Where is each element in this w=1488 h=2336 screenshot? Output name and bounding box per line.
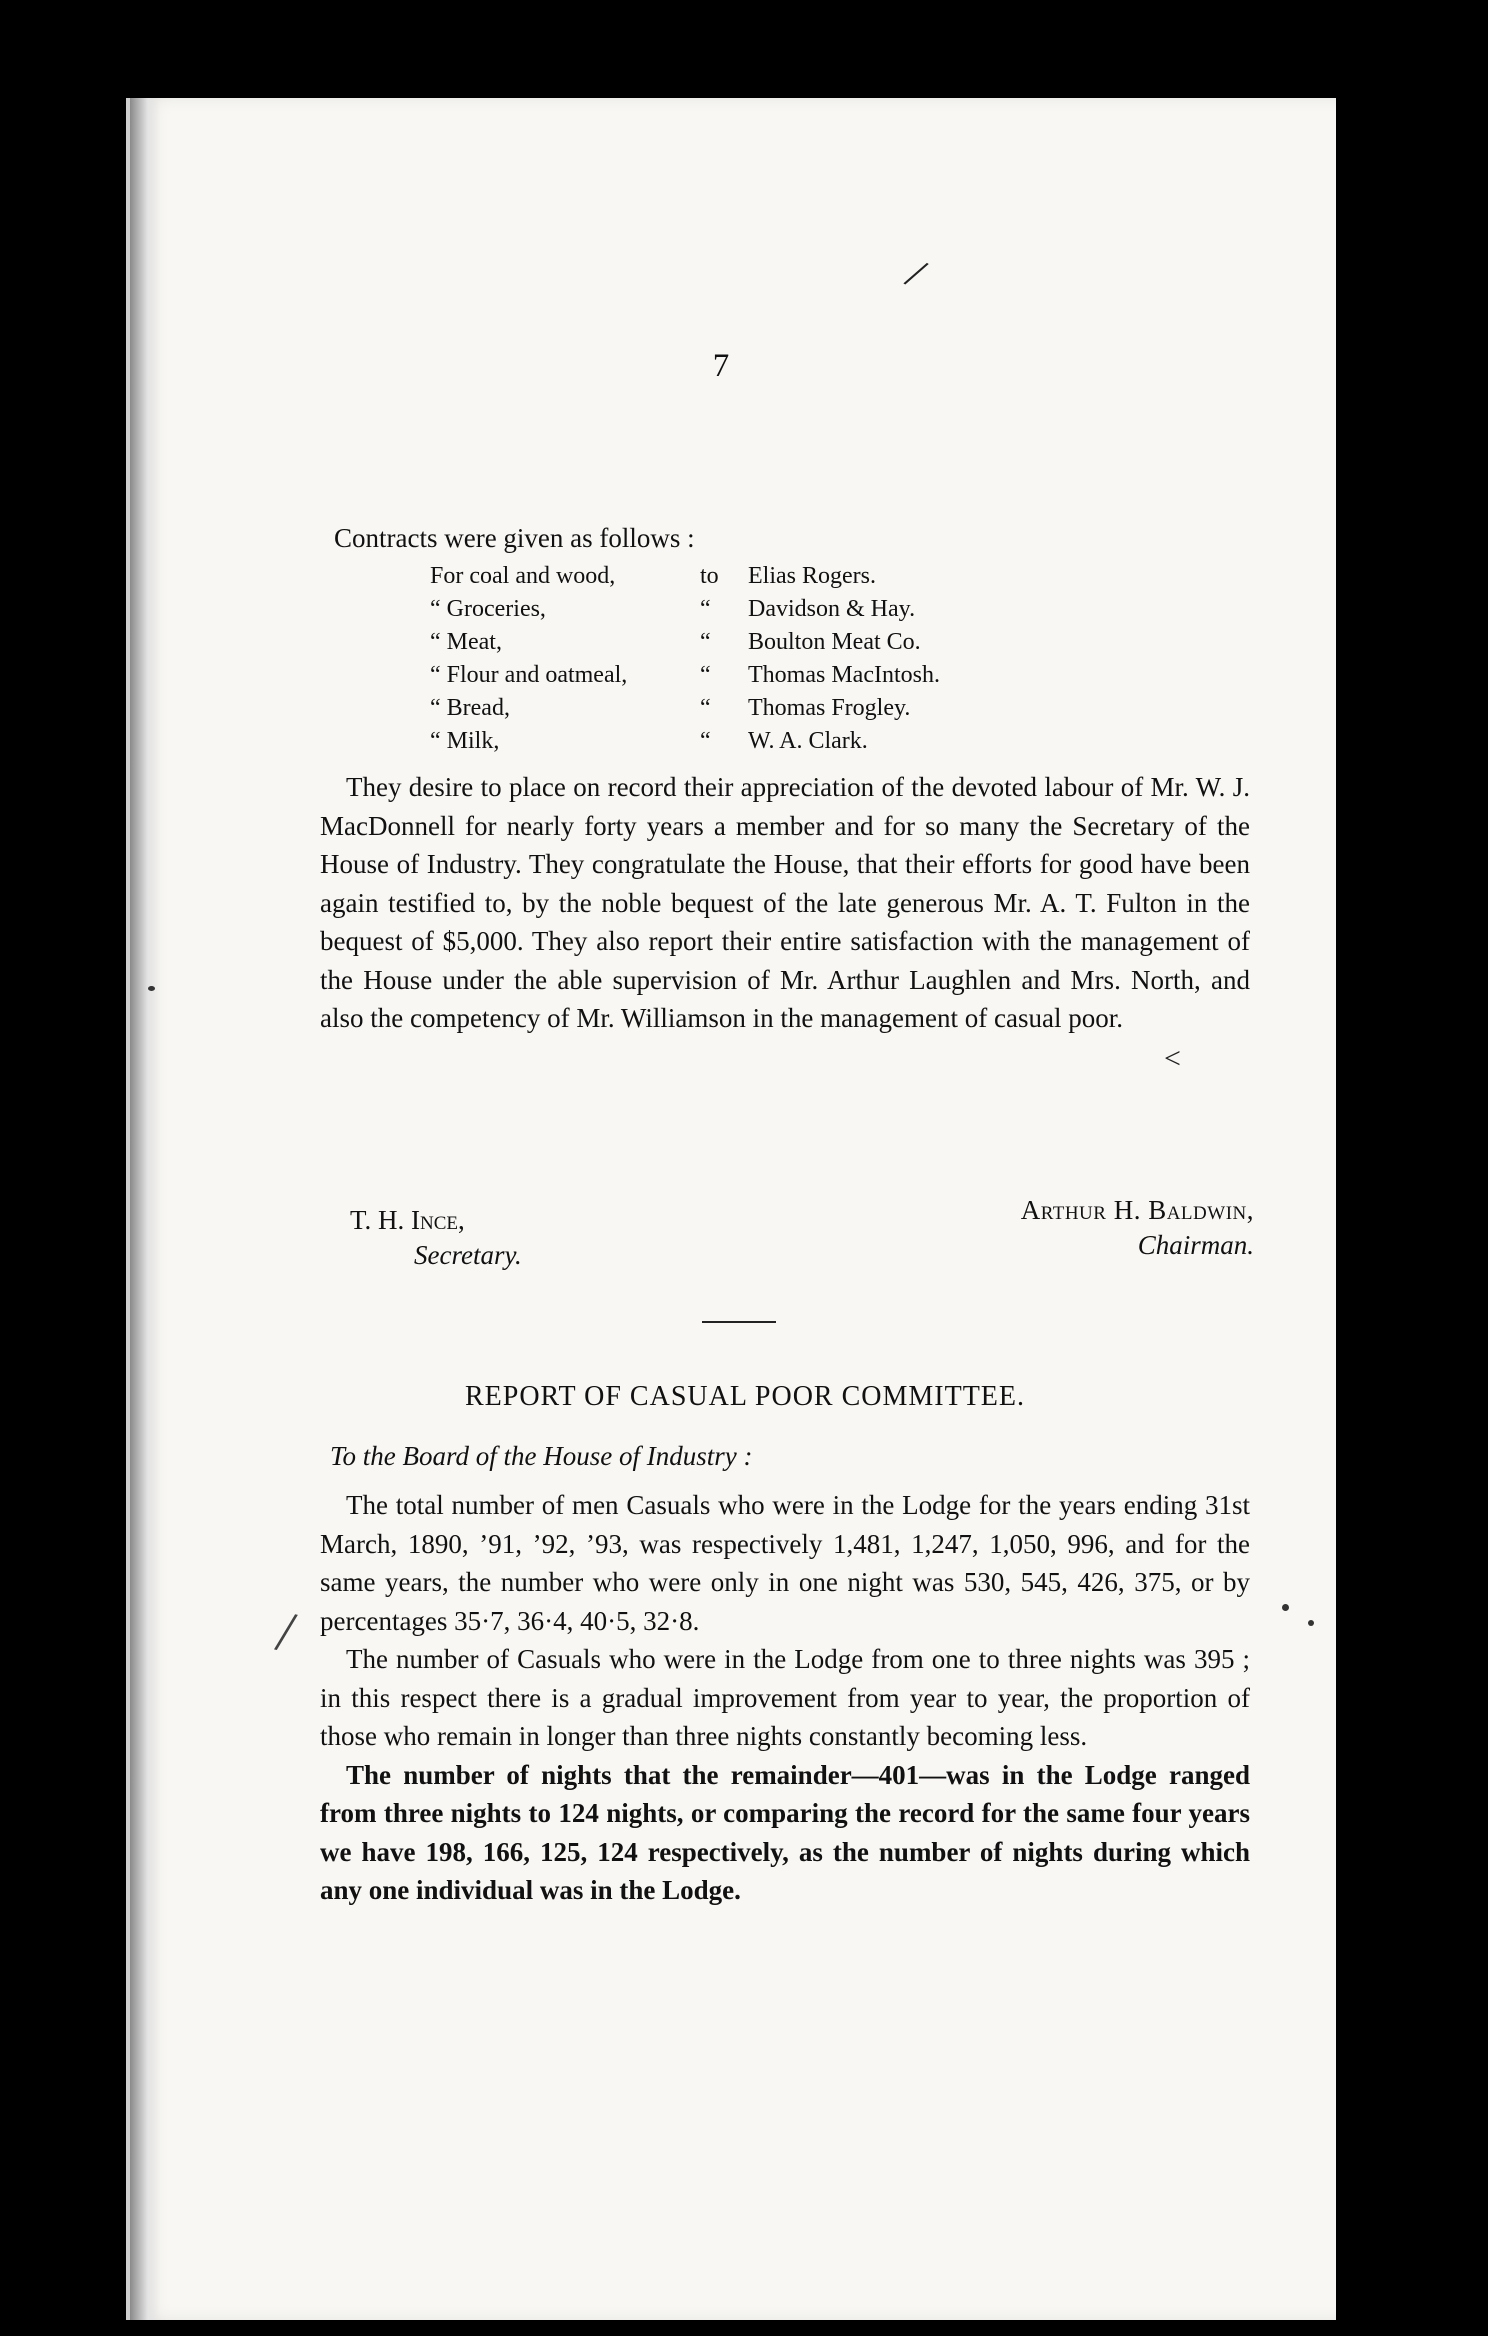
secretary-signature [350,1205,522,1271]
document-page [126,98,1336,2320]
contract-supplier: Davidson & Hay. [748,596,916,622]
contract-row [430,727,940,760]
contract-row [430,595,940,628]
contract-supplier: W. A. Clark. [748,728,868,754]
contract-row [430,661,940,694]
report-paragraph-1: The total number of men Casuals who were in the Lodge for the years ending 31st March, 1890, ’91, ’92, ’93, was respectively 1,481, 1,247, 1,050, 996, and for the same years, the number who were only in one night was 530, 545, 426, 375, or by percentages 35·7, 36·4, 40·5, 32·8. [320,1490,1250,1636]
chairman-title: Chairman. [1137,1230,1254,1260]
contract-to: “ [700,596,711,622]
contract-to: “ [700,728,711,754]
page-number: 7 [712,348,730,384]
appreciation-paragraph [320,768,1250,1038]
pencil-tick-mark: / [898,249,934,298]
contract-to: “ [700,695,711,721]
secretary-name: T. H. Ince, [350,1205,465,1235]
contracts-table [430,562,940,760]
contract-item: “ Bread, [430,695,510,721]
contract-supplier: Thomas MacIntosh. [748,662,940,688]
report-paragraph-3: The number of nights that the remainder—401—was in the Lodge ranged from three nights to 124 nights, or comparing the record for the same four years we have 198, 166, 125, 124 respectively, as the number of nights during which any one individual was in the Lodge. [320,1759,1250,1905]
report-salutation: To the Board of the House of Industry : [330,1441,753,1471]
contract-item: For coal and wood, [430,563,616,589]
ink-speck [1308,1620,1314,1626]
contract-to: “ [700,629,711,655]
contract-to: to [700,563,719,589]
contracts-intro: Contracts were given as follows : [334,523,695,553]
contract-row [430,694,940,727]
contract-item: “ Milk, [430,728,500,754]
contract-item: “ Groceries, [430,596,546,622]
ink-speck [148,986,155,991]
contract-item: “ Meat, [430,629,502,655]
report-paragraph-2: The number of Casuals who were in the Lodge from one to three nights was 395 ; in this respect there is a gradual improvement from year to year, the proportion of those who remain in longer than three nights constantly becoming less. [320,1644,1250,1751]
report-body [320,1486,1250,1910]
contract-row [430,628,940,661]
pencil-margin-mark: / [271,1598,301,1665]
contract-item: “ Flour and oatmeal, [430,662,628,688]
secretary-title: Secretary. [414,1240,522,1270]
pencil-bracket-mark: < [1164,1042,1181,1075]
report-heading: REPORT OF CASUAL POOR COMMITTEE. [464,1381,1026,1412]
section-divider [702,1321,776,1323]
chairman-signature [804,1195,1254,1261]
contract-to: “ [700,662,711,688]
contract-supplier: Thomas Frogley. [748,695,911,721]
chairman-name: Arthur H. Baldwin, [1020,1195,1254,1225]
contract-supplier: Boulton Meat Co. [748,629,921,655]
ink-speck [1282,1604,1289,1611]
page-fold-shadow [130,98,160,2320]
contract-row [430,562,940,595]
appreciation-text: They desire to place on record their appreciation of the devoted labour of Mr. W. J. MacDonnell for nearly forty years a member and for so many the Secretary of the House of Industry. They congratulate the House, that their efforts for good have been again testified to, by the noble bequest of the late generous Mr. A. T. Fulton in the bequest of $5,000. They also report their entire satisfaction with the management of the House under the able supervision of Mr. Arthur Laughlen and Mrs. North, and also the competency of Mr. Williamson in the management of casual poor. [320,772,1250,1033]
contract-supplier: Elias Rogers. [748,563,876,589]
